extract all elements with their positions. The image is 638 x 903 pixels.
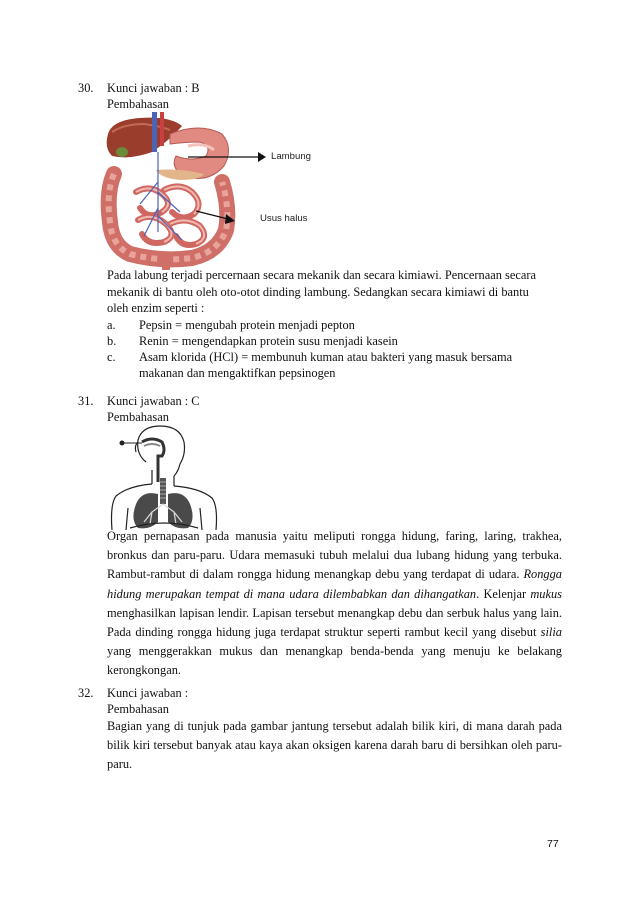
label-lambung: Lambung	[271, 151, 312, 162]
q30-para-line-2: mekanik di bantu oleh oto-otot dinding lambung. Sedangkan secara kimiawi di bantu	[107, 285, 529, 299]
q31-p3: menghasilkan lapisan lendir. Lapisan tersebut menangkap debu dan serbuk halus yang lain. Pada dinding rongga hidung juga terdapat struktur seperti rambut kecil yang disebut	[107, 605, 562, 640]
q31-p1: Organ pernapasan pada manusia yaitu meliputi rongga hidung, faring, laring, trakhea, bronkus dan paru-paru. Udara memasuki tubuh melalui dua lubang hidung yang terbuka. Rambut-rambut di dalam rongga hidung menangkap debu yang terdapat di udara.	[107, 529, 562, 582]
q32-paragraph: Bagian yang di tunjuk pada gambar jantung tersebut adalah bilik kiri, di mana darah pada bilik kiri tersebut banyak atau kaya akan oksigen karena darah baru di bersihkan oleh paru-paru.	[107, 719, 562, 772]
q31-number: 31.	[78, 394, 94, 408]
q31-italic-mukus: mukus	[530, 586, 563, 601]
q32-number: 32.	[78, 686, 94, 700]
page-number: 77	[547, 838, 559, 850]
q30-item-a-letter: a.	[107, 318, 116, 332]
q30-item-a-text: Pepsin = mengubah protein menjadi pepton	[139, 318, 355, 332]
q30-item-c-letter: c.	[107, 350, 116, 364]
q31-italic-rongga: Rongga hidung merupakan tempat di mana udara dilembabkan dan dihangatkan	[107, 567, 562, 601]
q30-item-b-text: Renin = mengendapkan protein susu menjadi kasein	[139, 334, 398, 348]
label-usus-halus: Usus halus	[260, 213, 308, 224]
q30-answer: Kunci jawaban : B	[107, 81, 200, 95]
q31-paragraph	[107, 527, 562, 681]
q30-para-line-1: Pada labung terjadi percernaan secara mekanik dan secara kimiawi. Pencernaan secara	[107, 268, 536, 282]
q31-p4: yang menggerakkan mukus dan menangkap benda-benda yang menuju ke belakang kerongkongan.	[107, 644, 562, 678]
q32-answer: Kunci jawaban :	[107, 686, 189, 700]
q31-p2: . Kelenjar	[476, 586, 531, 601]
pointer-arrows	[188, 148, 268, 228]
q30-item-c-text: Asam klorida (HCl) = membunuh kuman atau bakteri yang masuk bersama	[139, 350, 513, 364]
q30-para-line-3: oleh enzim seperti :	[107, 301, 205, 315]
q31-heading: Pembahasan	[107, 410, 169, 424]
q30-number: 30.	[78, 81, 94, 95]
respiratory-system-illustration	[108, 424, 220, 532]
q31-italic-silia: silia	[540, 625, 562, 640]
q30-heading: Pembahasan	[107, 97, 169, 111]
q32-heading: Pembahasan	[107, 702, 169, 716]
q30-item-b-letter: b.	[107, 334, 117, 348]
q31-answer: Kunci jawaban : C	[107, 394, 200, 408]
q30-item-c-continued: makanan dan mengaktifkan pepsinogen	[139, 366, 336, 380]
